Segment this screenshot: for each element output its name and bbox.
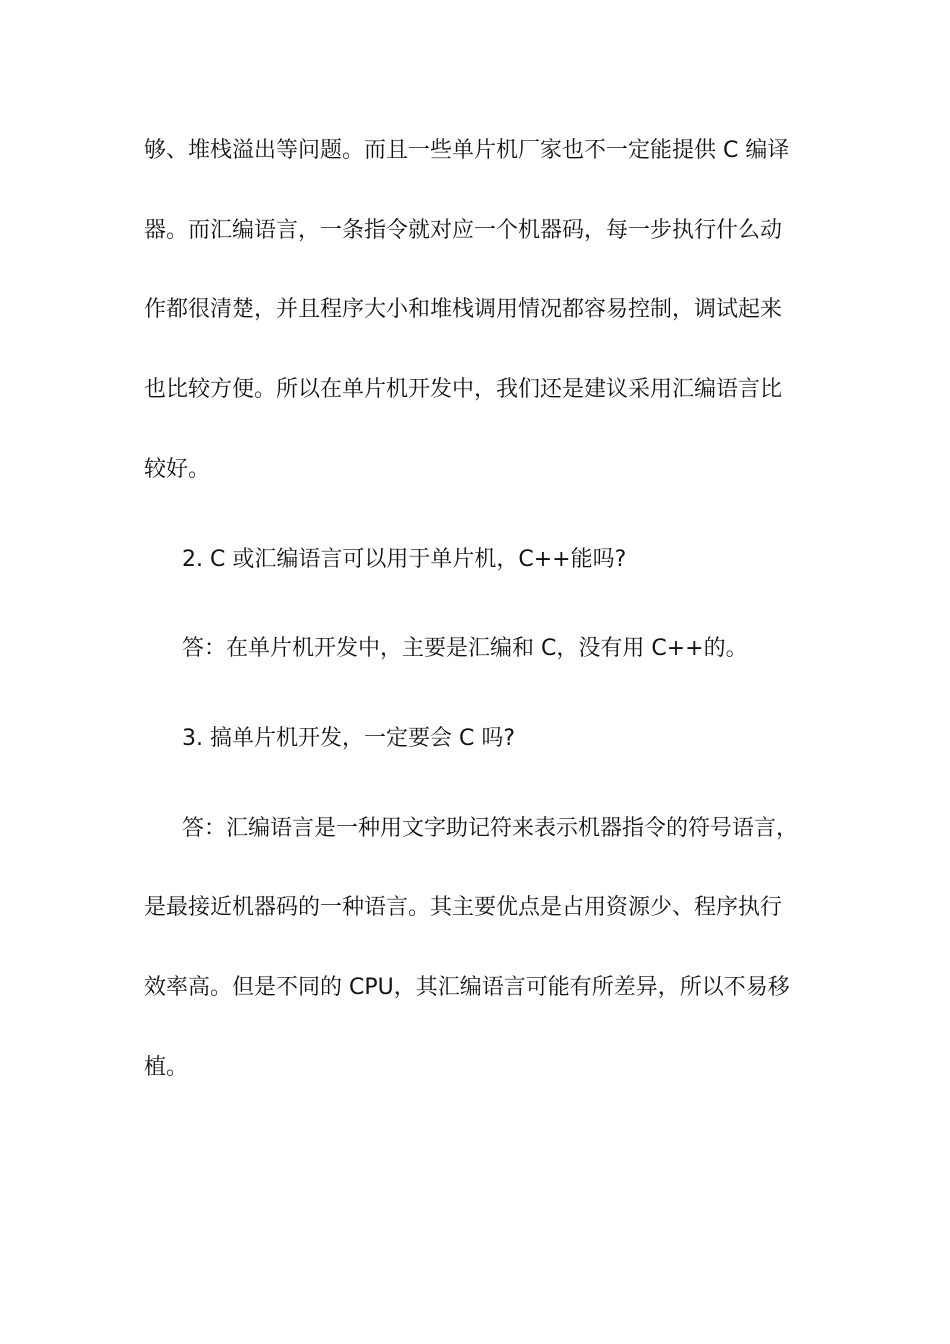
answer-line: 答：汇编语言是一种用文字助记符来表示机器指令的符号语言， xyxy=(182,816,799,841)
paragraph-line: 也比较方便。所以在单片机开发中，我们还是建议采用汇编语言比 xyxy=(144,377,783,402)
question-heading: 2. C 或汇编语言可以用于单片机，C++能吗? xyxy=(182,547,627,572)
answer-line: 答：在单片机开发中，主要是汇编和 C，没有用 C++的。 xyxy=(182,636,748,661)
paragraph-line: 效率高。但是不同的 CPU，其汇编语言可能有所差异，所以不易移 xyxy=(144,975,790,1000)
paragraph-line: 植。 xyxy=(144,1055,189,1080)
paragraph-line: 作都很清楚，并且程序大小和堆栈调用情况都容易控制，调试起来 xyxy=(144,297,783,322)
paragraph-line: 器。而汇编语言，一条指令就对应一个机器码，每一步执行什么动 xyxy=(144,218,783,243)
paragraph-line: 较好。 xyxy=(144,457,211,482)
paragraph-line: 是最接近机器码的一种语言。其主要优点是占用资源少、程序执行 xyxy=(144,895,783,920)
paragraph-line: 够、堆栈溢出等问题。而且一些单片机厂家也不一定能提供 C 编译 xyxy=(144,138,790,163)
question-heading: 3. 搞单片机开发，一定要会 C 吗? xyxy=(182,726,516,751)
